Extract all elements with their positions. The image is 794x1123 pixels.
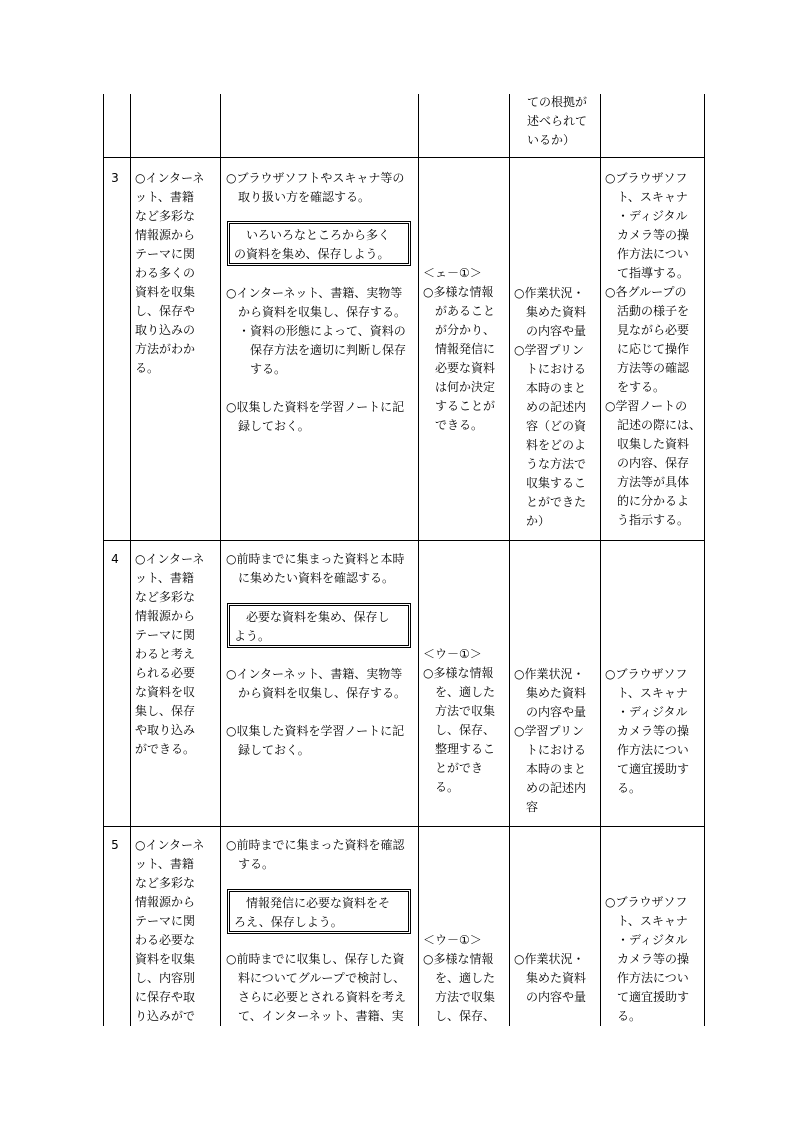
table-border xyxy=(509,94,510,1026)
lesson-theme-box: 情報発信に必要な資料をそ ろえ、保存しよう。 xyxy=(227,889,411,934)
row-divider xyxy=(103,540,705,541)
lesson-number: 5 xyxy=(111,838,119,852)
table-cell-goal: ○インターネ ット、書籍 など多彩な 情報源から テーマに関 わると考え られる必要 な資料を収 集し、保存 や取り込み ができる。 xyxy=(135,552,205,756)
table-border xyxy=(418,94,419,1026)
table-cell-guidance: ○ブラウザソフ ト、スキャナ ・ディジタル カメラ等の操 作方法につい て適宜援助す る。 xyxy=(605,895,690,1023)
lesson-theme-box: いろいろなところから多く の資料を集め、保存しよう。 xyxy=(227,221,411,266)
lesson-number: 4 xyxy=(111,552,119,566)
table-cell-activity: ○インターネット、書籍、実物等 から資料を収集し、保存する。 ○収集した資料を学習ノートに記 録しておく。 xyxy=(226,667,407,757)
table-cell-evaluation-method: ○作業状況・ 集めた資料 の内容や量 ○学習プリン トにおける 本時のまと めの記述内 容（どの資 料をどのよ うな方法で 収集するこ とができた か） xyxy=(514,286,587,528)
table-cell-activity: ○ブラウザソフトやスキャナ等の 取り扱い方を確認する。 xyxy=(226,171,405,204)
lesson-number: 3 xyxy=(111,171,119,185)
table-border xyxy=(600,94,601,1026)
table-cell-evaluation-method: ○作業状況・ 集めた資料 の内容や量 ○学習プリン トにおける 本時のまと めの記述内 容 xyxy=(514,667,587,814)
table-cell-criteria: ＜ウ－①＞ ○多様な情報 を、適した 方法で収集 し、保存、 xyxy=(423,933,496,1023)
row-divider xyxy=(103,826,705,827)
table-cell-activity: ○インターネット、書籍、実物等 から資料を収集し、保存する。 ・資料の形態によって、資料の 保存方法を適切に判断し保存 する。 ○収集した資料を学習ノートに記 録しておく。 xyxy=(226,286,407,433)
table-cell-criteria: ＜ェ－①＞ ○多様な情報 があること が分かり、 情報発信に 必要な資料 は何か決定 することが できる。 xyxy=(423,266,496,432)
table-cell-evaluation-method: ○作業状況・ 集めた資料 の内容や量 xyxy=(514,952,587,1004)
table-cell-goal: ○インターネ ット、書籍 など多彩な 情報源から テーマに関 わる必要な 資料を収集 し、内容別 に保存や取 り込みがで xyxy=(135,838,205,1023)
table-border xyxy=(103,94,104,1026)
row-divider xyxy=(103,157,705,158)
table-cell-guidance: ○ブラウザソフ ト、スキャナ ・ディジタル カメラ等の操 作方法につい て指導する。 ○各グループの 活動の様子を 見ながら必要 に応じて操作 方法等の確認 をする。 ○学習ノートの 記述の際には、 収集した資料 の内容、保存 方法等が具体 的に分かるよ う指示する。 xyxy=(605,171,702,527)
table-cell-guidance: ○ブラウザソフ ト、スキャナ ・ディジタル カメラ等の操 作方法につい て適宜援助す る。 xyxy=(605,667,690,795)
table-cell-criteria: ＜ウ－①＞ ○多様な情報 を、適した 方法で収集 し、保存、 整理するこ とができ る。 xyxy=(423,647,496,794)
table-cell-activity: ○前時までに集まった資料を確認 する。 xyxy=(226,838,405,871)
table-border xyxy=(130,94,131,1026)
table-border xyxy=(220,94,221,1026)
table-cell-activity: ○前時までに収集し、保存した資 料についてグループで検討し、 さらに必要とされる資料を考え て、インターネット、書籍、実 xyxy=(226,952,407,1023)
table-cell-goal: ○インターネ ット、書籍 など多彩な 情報源から テーマに関 わる多くの 資料を収集 し、保存や 取り込みの 方法がわか る。 xyxy=(135,171,205,375)
table-border xyxy=(704,94,705,1026)
table-cell-evaluation-method: ての根拠が 述べられて いるか） xyxy=(527,95,588,147)
lesson-theme-box: 必要な資料を集め、保存し よう。 xyxy=(227,603,411,648)
table-cell-activity: ○前時までに集まった資料と本時 に集めたい資料を確認する。 xyxy=(226,552,405,585)
